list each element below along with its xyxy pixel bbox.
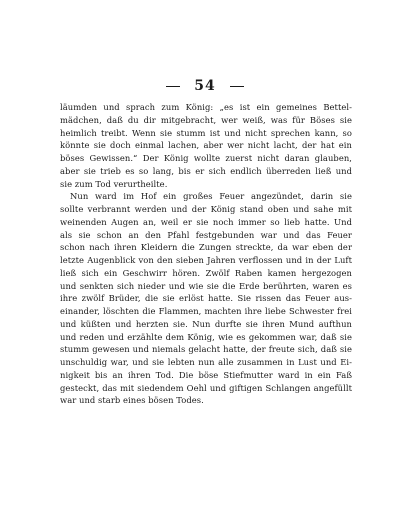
- text-line: läumden und sprach zum König: „es ist ein gemeines Bettel-: [60, 102, 352, 112]
- text-line: letzte Augenblick von den sieben Jahren verflossen und in der Luft: [60, 255, 352, 265]
- text-line: und küßten und herzten sie. Nun durfte sie ihren Mund aufthun: [60, 318, 352, 329]
- text-line: gesteckt, das mit siedendem Oehl und giftigen Schlangen angefüllt: [60, 382, 352, 393]
- text-line: nigkeit bis an ihren Tod. Die böse Stiefmutter ward in ein Faß: [60, 369, 352, 380]
- text-line: stumm gewesen und niemals gelacht hatte, der freute sich, daß sie: [60, 344, 352, 355]
- paragraph-2: [60, 190, 352, 407]
- text-line: als sie schon an den Pfahl festgebunden war und das Feuer: [60, 229, 352, 240]
- text-line: aber sie trieb es so lang, bis er sich endlich überreden ließ und: [60, 165, 352, 176]
- right-dash-ornament: [230, 86, 244, 87]
- text-line: einander, löschten die Flammen, machten ihre liebe Schwester frei: [60, 306, 352, 316]
- text-line: mädchen, daß du dir mitgebracht, wer weiß, was für Böses sie: [60, 114, 352, 125]
- page-number: 54: [194, 78, 216, 94]
- paragraph-1: [60, 101, 352, 190]
- text-line: sie zum Tod verurtheilte.: [60, 178, 168, 189]
- text-line: Nun ward im Hof ein großes Feuer angezündet, darin sie: [70, 191, 352, 202]
- text-line: ihre zwölf Brüder, die sie erlöst hatte. Sie rissen das Feuer aus-: [60, 293, 352, 304]
- left-dash-ornament: [166, 86, 180, 87]
- text-line: und reden und erzählte dem König, wie es gekommen war, daß sie: [60, 331, 352, 342]
- text-line: und senkten sich nieder und wie sie die Erde berührten, waren es: [60, 280, 352, 291]
- text-line: war und starb eines bösen Todes.: [60, 395, 204, 406]
- text-line: heimlich treibt. Wenn sie stumm ist und nicht sprechen kann, so: [60, 127, 352, 138]
- text-line: böses Gewissen.“ Der König wollte zuerst nicht daran glauben,: [60, 153, 352, 163]
- text-line: weinenden Augen an, weil er sie noch immer so lieb hatte. Und: [60, 216, 352, 227]
- text-line: unschuldig war, und sie lebten nun alle zusammen in Lust und Ei-: [60, 357, 352, 367]
- text-line: könnte sie doch einmal lachen, aber wer nicht lacht, der hat ein: [60, 140, 352, 151]
- text-line: sollte verbrannt werden und der König stand oben und sahe mit: [60, 204, 352, 214]
- body-text: [60, 101, 352, 407]
- text-line: schon nach ihren Kleidern die Zungen streckte, da war eben der: [60, 242, 352, 253]
- page-number-header: [40, 78, 370, 94]
- text-line: ließ sich ein Geschwirr hören. Zwölf Raben kamen hergezogen: [60, 267, 352, 278]
